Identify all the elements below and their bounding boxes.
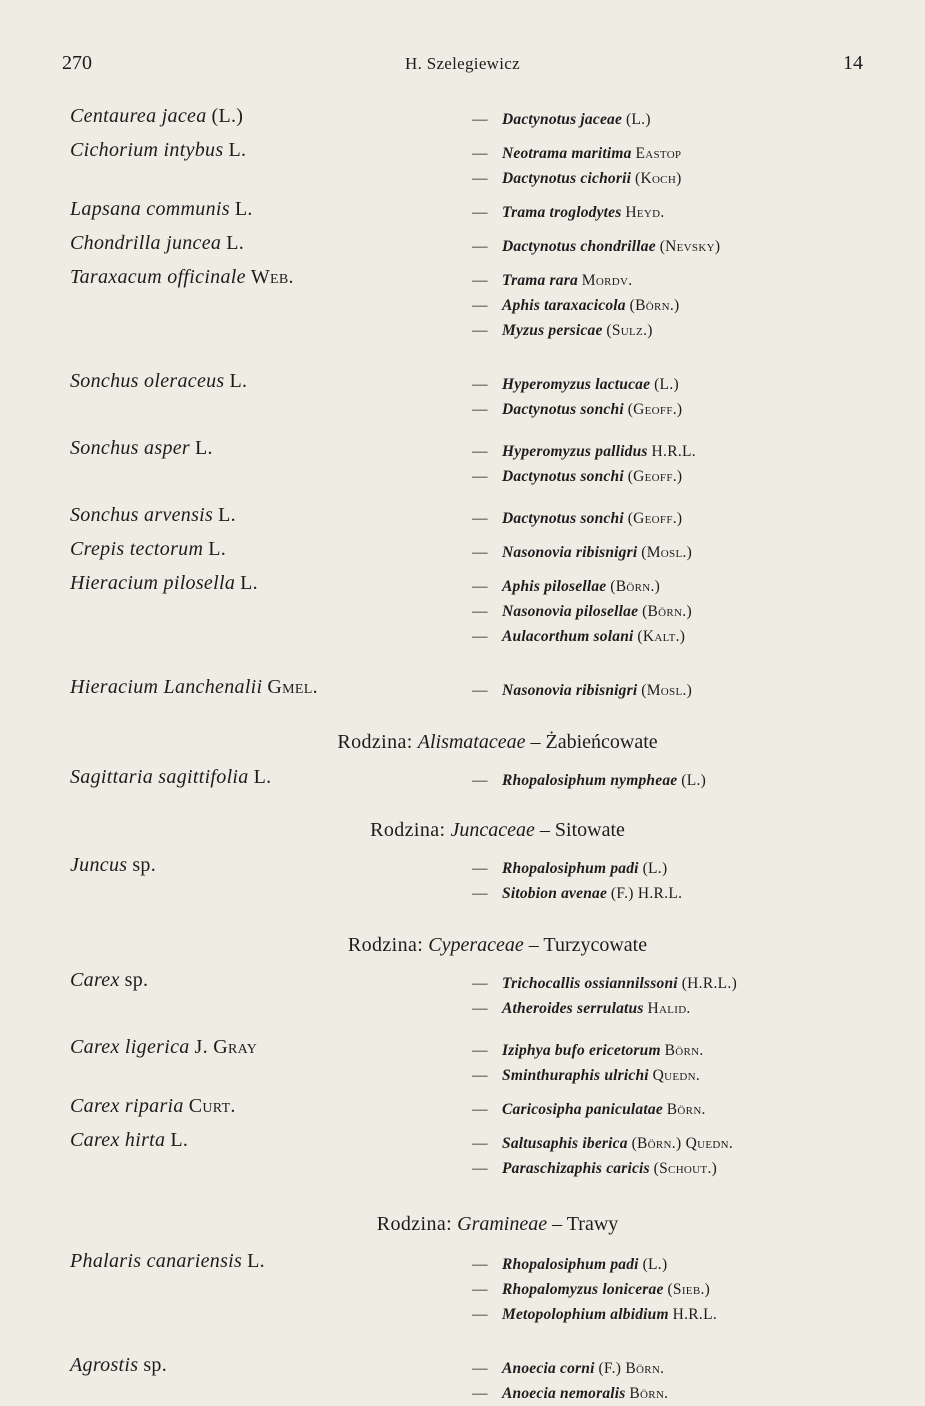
aphid-author: Börn. — [629, 1385, 669, 1402]
aphid-item — [472, 506, 860, 531]
plant-author: L. — [247, 1250, 265, 1272]
plant-author: L. — [253, 766, 272, 788]
host-plant-list — [0, 104, 925, 1406]
aphid-author: Börn. — [664, 1042, 704, 1059]
aphid-list — [472, 1249, 860, 1327]
plant-entry — [70, 968, 860, 1021]
aphid-item — [472, 996, 860, 1021]
plant-author: Web. — [250, 266, 294, 288]
aphid-author: (Börn.) Quedn. — [631, 1135, 734, 1152]
plant-name — [70, 231, 244, 255]
aphid-latin-name: Caricosipha paniculatae — [502, 1101, 663, 1118]
aphid-list — [472, 765, 860, 793]
running-head-author: H. Szelegiewicz — [405, 54, 520, 73]
aphid-item — [472, 464, 860, 489]
aphid-item — [472, 1156, 860, 1181]
family-heading — [0, 729, 925, 755]
plant-entry — [70, 104, 860, 132]
aphid-list — [472, 1128, 860, 1181]
aphid-item — [472, 397, 860, 422]
page-number-right: 14 — [843, 52, 863, 74]
aphid-author: (Sulz.) — [606, 322, 653, 339]
plant-name — [70, 571, 258, 595]
aphid-item — [472, 200, 860, 225]
aphid-item — [472, 1356, 860, 1381]
aphid-latin-name: Dactynotus jaceae — [502, 111, 623, 128]
dash: — — [472, 1256, 488, 1273]
plant-name — [70, 369, 247, 393]
dash: — — [472, 322, 488, 339]
plant-author: Gmel. — [267, 676, 318, 698]
plant-latin-name: Sagittaria sagittifolia — [70, 766, 249, 788]
dash: — — [472, 1385, 488, 1402]
dash: — — [472, 468, 488, 485]
plant-author: L. — [228, 139, 247, 161]
aphid-item — [472, 599, 860, 624]
plant-name — [70, 1094, 236, 1118]
dash: — — [472, 682, 488, 699]
plant-latin-name: Sonchus arvensis — [70, 504, 214, 526]
aphid-latin-name: Dactynotus sonchi — [502, 510, 624, 527]
dash: — — [472, 1160, 488, 1177]
aphid-item — [472, 1131, 860, 1156]
family-polish-name: – Turzycowate — [528, 934, 648, 956]
plant-name — [70, 1353, 167, 1377]
aphid-item — [472, 768, 860, 793]
aphid-author: (L.) — [642, 1256, 668, 1273]
aphid-author: H.R.L. — [672, 1306, 718, 1323]
plant-entry — [70, 1128, 860, 1181]
plant-author: L. — [218, 504, 236, 526]
aphid-list — [472, 1035, 860, 1088]
plant-name — [70, 436, 213, 460]
aphid-item — [472, 372, 860, 397]
plant-name — [70, 675, 318, 699]
aphid-item — [472, 624, 860, 649]
dash: — — [472, 628, 488, 645]
aphid-list — [472, 436, 860, 489]
aphid-latin-name: Trichocallis ossiannilssoni — [502, 975, 678, 992]
dash: — — [472, 885, 488, 902]
plant-entry — [70, 1035, 860, 1088]
plant-latin-name: Sonchus oleraceus — [70, 370, 225, 392]
dash: — — [472, 1000, 488, 1017]
aphid-latin-name: Iziphya bufo ericetorum — [502, 1042, 661, 1059]
aphid-author: Börn. — [666, 1101, 706, 1118]
plant-latin-name: Juncus — [70, 854, 128, 876]
aphid-author: (Mosl.) — [641, 682, 693, 699]
aphid-author: (Geoff.) — [627, 401, 683, 418]
plant-name — [70, 537, 226, 561]
aphid-list — [472, 265, 860, 343]
plant-latin-name: Carex hirta — [70, 1129, 166, 1151]
aphid-latin-name: Saltusaphis iberica — [502, 1135, 628, 1152]
aphid-item — [472, 540, 860, 565]
plant-author: sp. — [124, 969, 149, 991]
aphid-list — [472, 503, 860, 531]
family-heading — [0, 1211, 925, 1237]
family-latin-name: Alismataceae — [417, 731, 526, 753]
aphid-list — [472, 1094, 860, 1122]
dash: — — [472, 204, 488, 221]
aphid-latin-name: Trama rara — [502, 272, 578, 289]
aphid-latin-name: Metopolophium albidium — [502, 1306, 669, 1323]
plant-name — [70, 265, 294, 289]
aphid-author: (L.) — [681, 772, 707, 789]
family-label: Rodzina: — [337, 731, 413, 753]
family-label: Rodzina: — [370, 819, 446, 841]
aphid-item — [472, 574, 860, 599]
page-number-left: 270 — [62, 52, 92, 74]
aphid-latin-name: Dactynotus sonchi — [502, 401, 624, 418]
dash: — — [472, 1281, 488, 1298]
plant-name — [70, 765, 271, 789]
aphid-item — [472, 678, 860, 703]
dash: — — [472, 145, 488, 162]
plant-entry — [70, 265, 860, 343]
aphid-item — [472, 293, 860, 318]
aphid-latin-name: Sminthuraphis ulrichi — [502, 1067, 649, 1084]
aphid-latin-name: Rhopalosiphum nympheae — [502, 772, 678, 789]
plant-latin-name: Sonchus asper — [70, 437, 191, 459]
aphid-item — [472, 1277, 860, 1302]
aphid-latin-name: Aulacorthum solani — [502, 628, 634, 645]
aphid-item — [472, 881, 860, 906]
plant-author: L. — [240, 572, 258, 594]
aphid-author: Quedn. — [652, 1067, 701, 1084]
plant-latin-name: Hieracium Lanchenalii — [70, 676, 263, 698]
aphid-item — [472, 1038, 860, 1063]
plant-entry — [70, 503, 860, 531]
dash: — — [472, 603, 488, 620]
dash: — — [472, 297, 488, 314]
plant-latin-name: Cichorium intybus — [70, 139, 224, 161]
aphid-author: (Kalt.) — [637, 628, 686, 645]
plant-entry — [70, 197, 860, 225]
plant-entry — [70, 675, 860, 703]
dash: — — [472, 772, 488, 789]
aphid-list — [472, 675, 860, 703]
plant-latin-name: Hieracium pilosella — [70, 572, 236, 594]
dash: — — [472, 111, 488, 128]
plant-entry — [70, 138, 860, 191]
plant-latin-name: Carex riparia — [70, 1095, 184, 1117]
aphid-list — [472, 231, 860, 259]
plant-latin-name: Centaurea jacea — [70, 105, 207, 127]
aphid-item — [472, 318, 860, 343]
aphid-latin-name: Sitobion avenae — [502, 885, 608, 902]
aphid-item — [472, 439, 860, 464]
aphid-list — [472, 853, 860, 906]
aphid-author: (Geoff.) — [627, 510, 683, 527]
plant-name — [70, 197, 253, 221]
dash: — — [472, 443, 488, 460]
plant-author: (L.) — [211, 105, 244, 127]
plant-entry — [70, 537, 860, 565]
aphid-item — [472, 234, 860, 259]
dash: — — [472, 1067, 488, 1084]
aphid-list — [472, 104, 860, 132]
aphid-author: (F.) Börn. — [598, 1360, 665, 1377]
plant-author: J. Gray — [194, 1036, 258, 1058]
aphid-item — [472, 166, 860, 191]
plant-author: L. — [229, 370, 248, 392]
family-polish-name: – Trawy — [552, 1213, 619, 1235]
aphid-latin-name: Rhopalomyzus lonicerae — [502, 1281, 664, 1298]
aphid-item — [472, 1302, 860, 1327]
plant-name — [70, 853, 156, 877]
aphid-latin-name: Nasonovia ribisnigri — [502, 682, 638, 699]
aphid-author: (Mosl.) — [641, 544, 693, 561]
aphid-author: (L.) — [642, 860, 668, 877]
plant-name — [70, 1035, 257, 1059]
family-heading — [0, 932, 925, 958]
aphid-item — [472, 268, 860, 293]
family-heading — [0, 817, 925, 843]
aphid-author: (L.) — [625, 111, 651, 128]
aphid-item — [472, 1097, 860, 1122]
aphid-latin-name: Hyperomyzus pallidus — [502, 443, 648, 460]
aphid-list — [472, 369, 860, 422]
aphid-latin-name: Dactynotus sonchi — [502, 468, 624, 485]
plant-entry — [70, 1094, 860, 1122]
aphid-item — [472, 1381, 860, 1406]
aphid-item — [472, 856, 860, 881]
plant-latin-name: Phalaris canariensis — [70, 1250, 243, 1272]
dash: — — [472, 578, 488, 595]
dash: — — [472, 1101, 488, 1118]
plant-author: L. — [208, 538, 227, 560]
plant-author: sp. — [143, 1354, 168, 1376]
plant-latin-name: Carex ligerica — [70, 1036, 190, 1058]
aphid-latin-name: Anoecia nemoralis — [502, 1385, 626, 1402]
plant-latin-name: Lapsana communis — [70, 198, 230, 220]
dash: — — [472, 272, 488, 289]
dash: — — [472, 1306, 488, 1323]
aphid-author: (H.R.L.) — [681, 975, 738, 992]
family-latin-name: Gramineae — [457, 1213, 548, 1235]
aphid-latin-name: Anoecia corni — [502, 1360, 595, 1377]
plant-author: L. — [170, 1129, 189, 1151]
aphid-item — [472, 1252, 860, 1277]
aphid-list — [472, 968, 860, 1021]
plant-latin-name: Taraxacum officinale — [70, 266, 246, 288]
aphid-author: (Schout.) — [653, 1160, 718, 1177]
aphid-author: (Sieb.) — [667, 1281, 711, 1298]
plant-entry — [70, 436, 860, 489]
aphid-latin-name: Neotrama maritima — [502, 145, 632, 162]
aphid-latin-name: Nasonovia ribisnigri — [502, 544, 638, 561]
plant-entry — [70, 231, 860, 259]
aphid-author: H.R.L. — [651, 443, 696, 460]
plant-entry — [70, 853, 860, 906]
aphid-latin-name: Hyperomyzus lactucae — [502, 376, 651, 393]
plant-entry — [70, 571, 860, 649]
aphid-latin-name: Aphis taraxacicola — [502, 297, 626, 314]
plant-entry — [70, 765, 860, 793]
dash: — — [472, 238, 488, 255]
plant-name — [70, 1128, 188, 1152]
dash: — — [472, 1042, 488, 1059]
aphid-author: Eastop — [635, 145, 682, 162]
plant-entry — [70, 369, 860, 422]
dash: — — [472, 1360, 488, 1377]
dash: — — [472, 170, 488, 187]
dash: — — [472, 544, 488, 561]
family-polish-name: – Żabieńcowate — [530, 731, 658, 753]
aphid-author: (Börn.) — [629, 297, 680, 314]
plant-author: L. — [195, 437, 213, 459]
plant-name — [70, 968, 148, 992]
aphid-author: (L.) — [654, 376, 679, 393]
aphid-item — [472, 1063, 860, 1088]
plant-author: L. — [234, 198, 253, 220]
dash: — — [472, 376, 488, 393]
aphid-author: (Nevsky) — [659, 238, 721, 255]
plant-name — [70, 503, 236, 527]
plant-name — [70, 138, 246, 162]
dash: — — [472, 510, 488, 527]
aphid-author: Mordv. — [581, 272, 633, 289]
plant-entry — [70, 1353, 860, 1406]
aphid-list — [472, 197, 860, 225]
aphid-item — [472, 971, 860, 996]
aphid-author: (Geoff.) — [627, 468, 683, 485]
family-label: Rodzina: — [376, 1213, 453, 1235]
plant-latin-name: Crepis tectorum — [70, 538, 204, 560]
plant-latin-name: Chondrilla juncea — [70, 232, 222, 254]
aphid-latin-name: Aphis pilosellae — [502, 578, 607, 595]
family-latin-name: Juncaceae — [450, 819, 535, 841]
family-label: Rodzina: — [347, 934, 424, 956]
aphid-latin-name: Dactynotus chondrillae — [502, 238, 656, 255]
plant-author: sp. — [132, 854, 157, 876]
aphid-latin-name: Rhopalosiphum padi — [502, 1256, 639, 1273]
dash: — — [472, 975, 488, 992]
aphid-list — [472, 537, 860, 565]
plant-name — [70, 1249, 265, 1273]
family-latin-name: Cyperaceae — [428, 934, 524, 956]
plant-latin-name: Carex — [70, 969, 120, 991]
aphid-list — [472, 1353, 860, 1406]
dash: — — [472, 1135, 488, 1152]
aphid-author: (Börn.) — [610, 578, 661, 595]
plant-author: Curt. — [188, 1095, 236, 1117]
aphid-list — [472, 138, 860, 191]
aphid-item — [472, 141, 860, 166]
aphid-latin-name: Rhopalosiphum padi — [502, 860, 639, 877]
dash: — — [472, 401, 488, 418]
plant-name — [70, 104, 243, 128]
running-head — [62, 52, 863, 78]
plant-entry — [70, 1249, 860, 1327]
aphid-author: (Börn.) — [642, 603, 692, 620]
family-polish-name: – Sitowate — [539, 819, 625, 841]
aphid-latin-name: Atheroides serrulatus — [502, 1000, 644, 1017]
aphid-latin-name: Myzus persicae — [502, 322, 603, 339]
aphid-author: Halid. — [647, 1000, 691, 1017]
aphid-latin-name: Nasonovia pilosellae — [502, 603, 639, 620]
aphid-author: Heyd. — [625, 204, 665, 221]
aphid-latin-name: Paraschizaphis caricis — [502, 1160, 650, 1177]
aphid-author: (F.) H.R.L. — [610, 885, 683, 902]
plant-latin-name: Agrostis — [70, 1354, 139, 1376]
plant-author: L. — [226, 232, 245, 254]
aphid-list — [472, 571, 860, 649]
aphid-latin-name: Dactynotus cichorii — [502, 170, 632, 187]
aphid-latin-name: Trama troglodytes — [502, 204, 622, 221]
aphid-author: (Koch) — [634, 170, 682, 187]
dash: — — [472, 860, 488, 877]
aphid-item — [472, 107, 860, 132]
